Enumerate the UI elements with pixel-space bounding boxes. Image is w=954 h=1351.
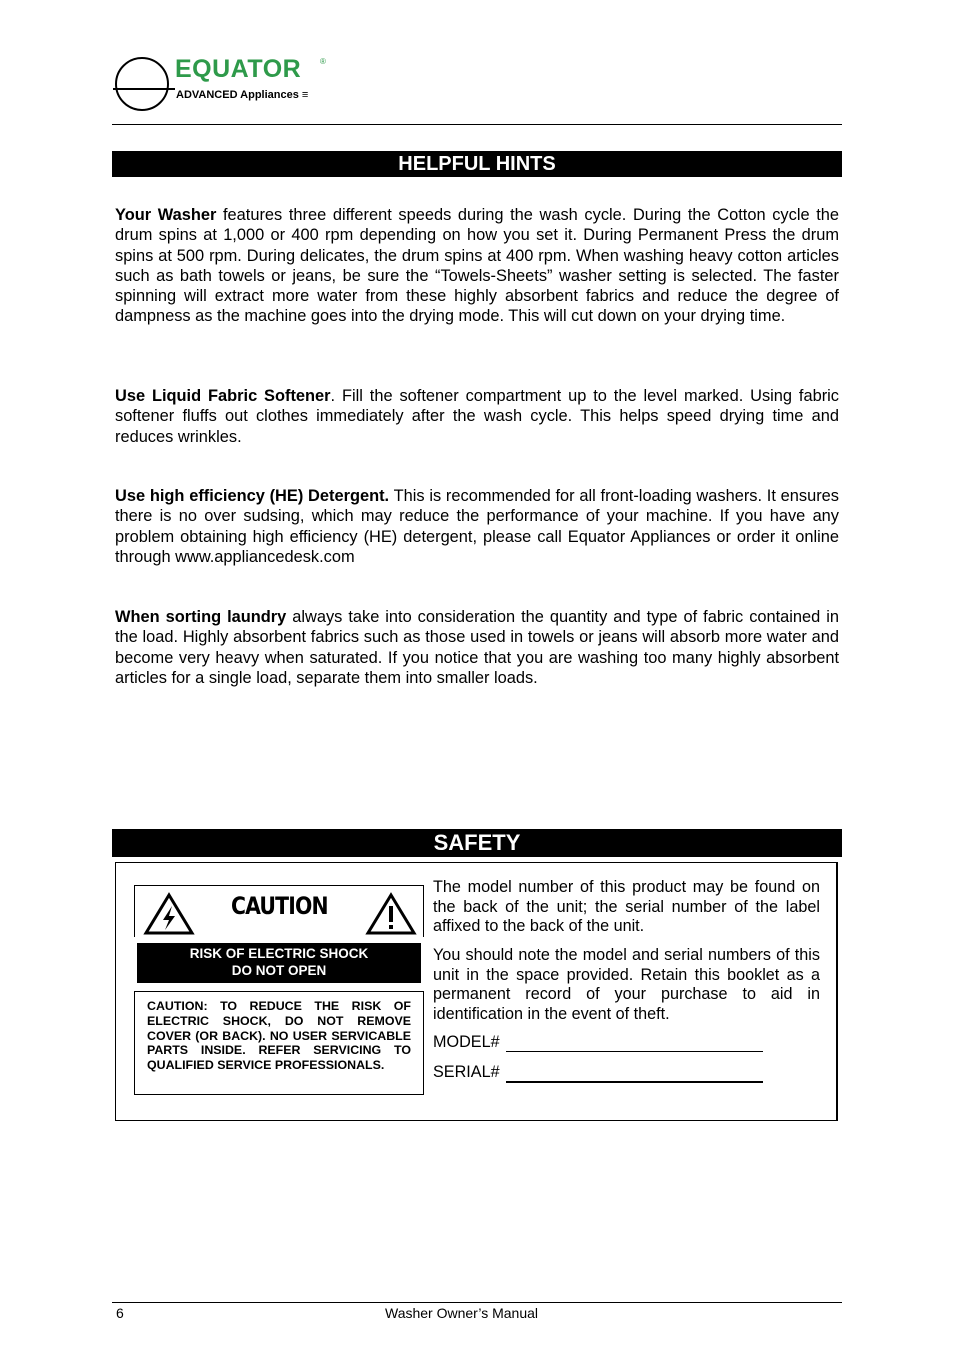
serial-blank-line[interactable]	[506, 1081, 763, 1083]
hint-lead: Your Washer	[115, 206, 217, 224]
model-label: MODEL#	[433, 1033, 500, 1051]
helpful-hints-heading: HELPFUL HINTS	[112, 151, 842, 177]
brand-name: EQUATOR	[175, 55, 302, 83]
page-number: 6	[116, 1305, 124, 1321]
risk-line-2: DO NOT OPEN	[231, 963, 327, 978]
hint-paragraph-washer	[115, 205, 839, 327]
footer-rule	[112, 1302, 842, 1303]
caution-text-panel	[134, 991, 424, 1095]
triple-bar-icon: ≡	[301, 89, 309, 101]
hint-paragraph-detergent	[115, 486, 839, 567]
safety-paragraph-location: The model number of this product may be found on the back of the unit; the serial number of the label affixed to the back of the unit.	[433, 878, 820, 935]
hint-body: . Fill the softener compartment up to the level marked. Using fabric softener fluffs out clothes immediately after the wash cycle. This helps speed drying time and reduces wrinkles.	[115, 387, 839, 446]
risk-line-1: RISK OF ELECTRIC SHOCK	[189, 946, 369, 961]
hint-lead: Use Liquid Fabric Softener	[115, 387, 331, 405]
caution-label: CAUTION	[231, 892, 328, 920]
hint-paragraph-softener	[115, 386, 839, 447]
header-rule	[112, 124, 842, 125]
exclamation-warning-icon	[365, 892, 417, 936]
safety-box-shadow	[836, 862, 838, 1121]
caution-text: CAUTION: TO REDUCE THE RISK OF ELECTRIC SHOCK, DO NOT REMOVE COVER (OR BACK). NO USER SERVICABLE PARTS INSIDE. REFER SERVICING TO QUALIFIED SERVICE PROFESSIONALS.	[147, 999, 411, 1073]
hint-body: always take into consideration the quantity and type of fabric contained in the load. Highly absorbent fabrics such as those used in towels or jeans will absorb more water and become very heavy when saturated. If you notice that you are washing too many highly absorbent articles for a single load, separate them into smaller loads.	[115, 608, 839, 687]
footer-title: Washer Owner’s Manual	[385, 1305, 539, 1321]
logo-circle-icon	[115, 57, 169, 111]
electric-shock-warning-icon	[143, 892, 195, 936]
hint-lead: When sorting laundry	[115, 608, 287, 626]
safety-paragraph-record: You should note the model and serial numbers of this unit in the space provided. Retain this booklet as a permanent record of your purchase to aid in identification in the event of theft.	[433, 946, 820, 1023]
registered-mark: ®	[320, 57, 326, 66]
brand-logo	[113, 55, 343, 115]
logo-divider-line	[113, 88, 175, 90]
serial-label: SERIAL#	[433, 1063, 500, 1081]
hint-body: features three different speeds during the wash cycle. During the Cotton cycle the drum spins at 1,000 or 400 rpm depending on how you set it. During Permanent Press the drum spins at 500 rpm. During delicates, the drum spins at 400 rpm. When washing heavy cotton articles such as bath towels or jeans, be sure the “Towels-Sheets” washer setting is selected. The faster spinning will extract more water from these highly absorbent fabrics and reduce the degree of dampness as the machine goes into the drying mode. This will cut down on your drying time.	[115, 206, 839, 326]
model-field	[433, 1033, 500, 1052]
safety-heading: SAFETY	[112, 829, 842, 857]
hint-lead: Use high efficiency (HE) Detergent.	[115, 487, 390, 505]
hint-body: This is recommended for all front-loading washers. It ensures there is no over sudsing, which may reduce the performance of your machine. If you have any problem obtaining high efficiency (HE) detergent, please call Equator Appliances or order it online through www.appliancedesk.com	[115, 487, 839, 566]
brand-tagline-text: ADVANCED Appliances	[176, 89, 299, 101]
caution-label-panel	[134, 885, 424, 937]
model-blank-line[interactable]	[506, 1051, 763, 1052]
risk-warning-banner	[137, 943, 421, 983]
serial-field	[433, 1063, 500, 1082]
hint-paragraph-sorting	[115, 607, 839, 688]
brand-tagline	[176, 89, 308, 101]
